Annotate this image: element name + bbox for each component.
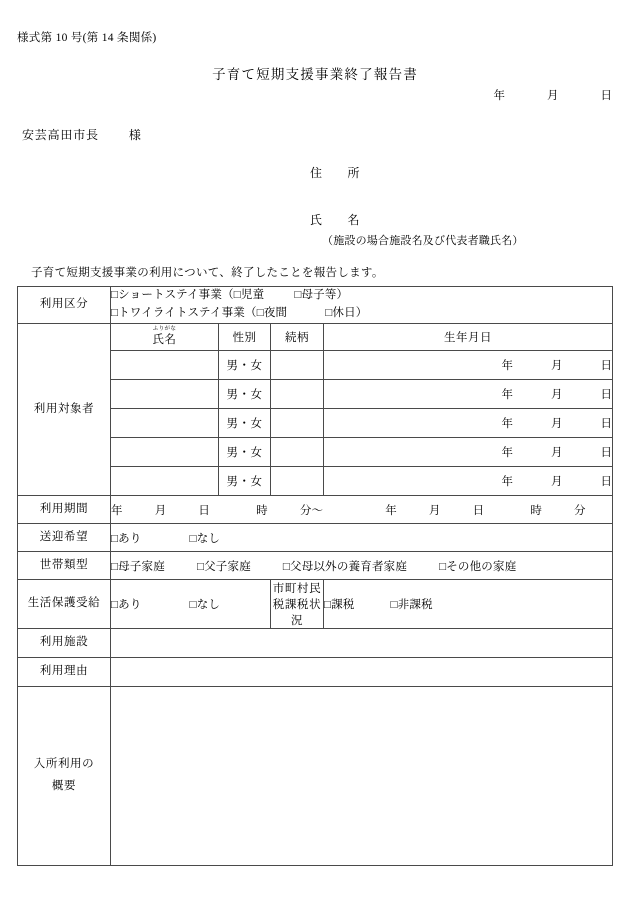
label-summary (18, 687, 111, 866)
period-from-month: 月 (154, 504, 167, 517)
date-month-label: 月 (547, 90, 559, 102)
birthdate-day-2: 日 (600, 389, 613, 401)
header-name-label: 氏名 (152, 333, 177, 346)
table-row-household-type (18, 552, 613, 580)
addressee-name: 安芸高田市長 (22, 128, 99, 142)
table-row-reason (18, 658, 613, 687)
applicant-name-label: 氏 名 (310, 213, 361, 227)
table-row-facility (18, 629, 613, 658)
birthdate-year-1: 年 (501, 360, 514, 372)
input-person-relation-2[interactable] (271, 380, 324, 409)
input-person-name-2[interactable] (111, 380, 219, 409)
header-relation: 続柄 (271, 324, 324, 351)
period-to-day: 日 (472, 504, 485, 517)
period-from-hour: 時 (256, 504, 268, 517)
birthdate-year-4: 年 (501, 447, 514, 459)
checkbox-other-household[interactable]: □その他の家庭 (439, 560, 517, 573)
checkbox-short-stay[interactable]: □ショートステイ事業（□児童 (111, 289, 265, 302)
input-facility[interactable] (111, 629, 613, 658)
input-person-name-5[interactable] (111, 467, 219, 496)
cell-use-category-options[interactable] (111, 287, 613, 324)
birthdate-year-5: 年 (501, 476, 514, 488)
birthdate-day-4: 日 (600, 447, 613, 459)
input-person-birthdate-1[interactable] (324, 351, 613, 380)
cell-tax-options[interactable] (324, 580, 613, 629)
input-summary[interactable] (111, 687, 613, 866)
table-row-period (18, 496, 613, 524)
label-household-type: 世帯類型 (18, 552, 111, 580)
checkbox-twilight-stay[interactable]: □トワイライトステイ事業（□夜間 (111, 307, 288, 319)
addressee-honorific: 様 (128, 128, 142, 142)
input-person-relation-5[interactable] (271, 467, 324, 496)
label-welfare: 生活保護受給 (18, 580, 111, 629)
use-category-line-1 (111, 287, 612, 305)
checkbox-welfare-no[interactable]: □なし (189, 599, 221, 611)
period-from-minute: 分～ (299, 504, 324, 517)
table-row-target-header (18, 324, 613, 351)
cell-welfare-options[interactable] (111, 580, 271, 629)
checkbox-taxable[interactable]: □課税 (324, 599, 355, 611)
birthdate-day-3: 日 (600, 418, 613, 430)
birthdate-month-3: 月 (551, 418, 563, 430)
form-table-wrapper (17, 286, 612, 866)
input-reason[interactable] (111, 658, 613, 687)
input-person-birthdate-2[interactable] (324, 380, 613, 409)
label-target-persons: 利用対象者 (18, 324, 111, 496)
input-person-sex-3[interactable]: 男・女 (219, 409, 271, 438)
name-with-ruby (152, 325, 177, 347)
birthdate-month-4: 月 (551, 447, 563, 459)
label-facility: 利用施設 (18, 629, 111, 658)
period-to-month: 月 (428, 504, 441, 517)
input-person-sex-4[interactable]: 男・女 (219, 438, 271, 467)
applicant-name-note: （施設の場合施設名及び代表者職氏名） (322, 235, 524, 247)
label-municipal-tax-status: 市町村民税課税状況 (271, 580, 324, 629)
applicant-block (310, 167, 524, 247)
form-number: 様式第 10 号(第 14 条関係) (17, 32, 157, 44)
use-category-line-2 (111, 305, 612, 323)
header-name (111, 324, 219, 351)
birthdate-month-5: 月 (551, 476, 563, 488)
input-person-sex-1[interactable]: 男・女 (219, 351, 271, 380)
label-transport: 送迎希望 (18, 524, 111, 552)
input-person-name-1[interactable] (111, 351, 219, 380)
birthdate-year-2: 年 (501, 389, 514, 401)
period-to-year: 年 (385, 504, 397, 517)
table-row-use-category (18, 287, 613, 324)
input-person-name-4[interactable] (111, 438, 219, 467)
ruby-furigana: ふりがな (152, 325, 177, 332)
birthdate-day-5: 日 (600, 476, 613, 488)
date-year-label: 年 (493, 90, 505, 102)
checkbox-single-father[interactable]: □父子家庭 (196, 560, 251, 573)
header-sex: 性別 (219, 324, 271, 351)
table-row-welfare (18, 580, 613, 629)
checkbox-welfare-yes[interactable]: □あり (111, 599, 142, 611)
cell-household-type-options[interactable] (111, 552, 613, 580)
input-person-sex-5[interactable]: 男・女 (219, 467, 271, 496)
lead-sentence: 子育て短期支援事業の利用について、終了したことを報告します。 (31, 267, 384, 279)
table-row-transport (18, 524, 613, 552)
input-person-sex-2[interactable]: 男・女 (219, 380, 271, 409)
header-birthdate: 生年月日 (324, 324, 613, 351)
input-person-relation-4[interactable] (271, 438, 324, 467)
birthdate-month-2: 月 (551, 389, 563, 401)
checkbox-twilight-holiday[interactable]: □休日） (325, 307, 368, 319)
input-person-name-3[interactable] (111, 409, 219, 438)
cell-transport-options[interactable] (111, 524, 613, 552)
checkbox-short-stay-child[interactable]: □母子等） (294, 289, 349, 302)
checkbox-single-mother[interactable]: □母子家庭 (111, 560, 165, 573)
input-person-relation-3[interactable] (271, 409, 324, 438)
checkbox-transport-no[interactable]: □なし (189, 532, 221, 545)
input-person-birthdate-4[interactable] (324, 438, 613, 467)
label-use-category: 利用区分 (18, 287, 111, 324)
label-reason: 利用理由 (18, 658, 111, 687)
period-to-minute: 分 (574, 504, 586, 517)
input-person-relation-1[interactable] (271, 351, 324, 380)
checkbox-transport-yes[interactable]: □あり (111, 532, 142, 545)
checkbox-tax-exempt[interactable]: □非課税 (390, 599, 433, 611)
checkbox-other-guardian[interactable]: □父母以外の養育者家庭 (282, 560, 408, 573)
form-table (17, 286, 613, 866)
submission-date-line (0, 87, 612, 103)
input-person-birthdate-5[interactable] (324, 467, 613, 496)
label-period: 利用期間 (18, 496, 111, 524)
label-summary-line2: 概要 (51, 780, 77, 792)
input-person-birthdate-3[interactable] (324, 409, 613, 438)
birthdate-day-1: 日 (600, 360, 613, 372)
applicant-address-label: 住 所 (310, 166, 361, 180)
page-title: 子育て短期支援事業終了報告書 (212, 67, 418, 82)
period-from-day: 日 (198, 504, 211, 517)
addressee (22, 126, 142, 143)
label-summary-line1: 入所利用の (33, 758, 95, 771)
table-row-summary (18, 687, 613, 866)
period-from-year: 年 (111, 504, 123, 517)
date-day-label: 日 (600, 90, 612, 102)
birthdate-year-3: 年 (501, 418, 514, 430)
period-to-hour: 時 (530, 504, 543, 517)
birthdate-month-1: 月 (551, 360, 563, 372)
input-period[interactable] (111, 496, 613, 524)
